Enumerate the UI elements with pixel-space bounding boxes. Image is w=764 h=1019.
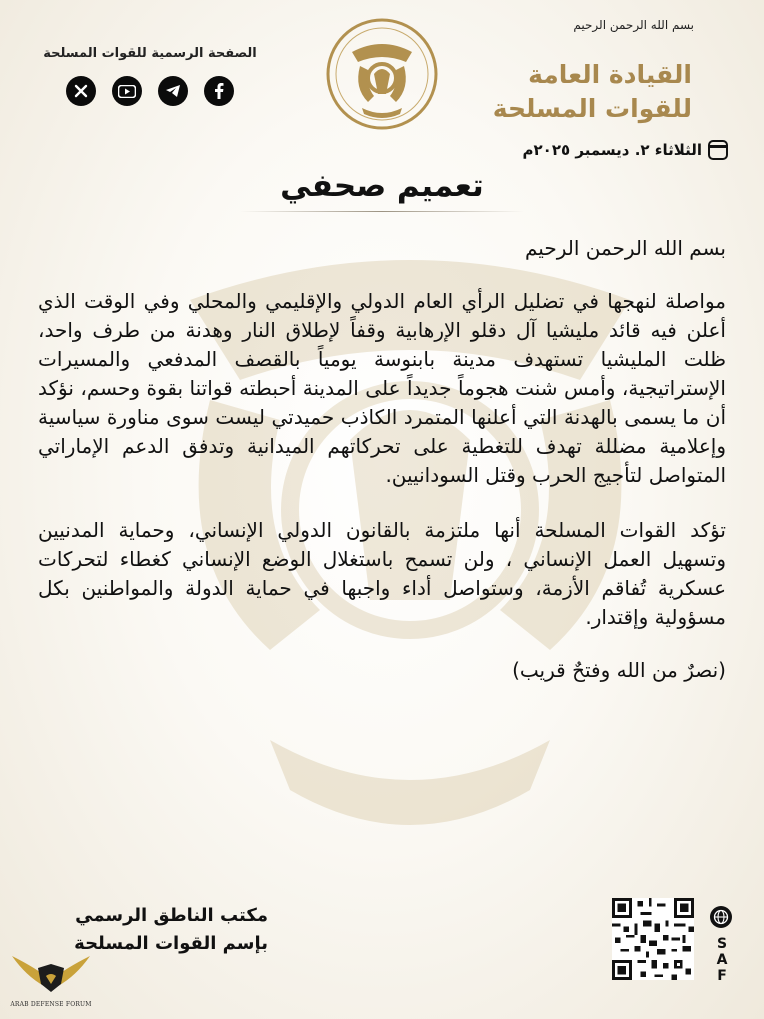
saf-letter-s: S [716,936,728,952]
document-title: تعميم صحفي [280,168,484,204]
calendar-icon [708,140,728,160]
armed-forces-emblem [324,16,440,132]
arab-defense-forum-logo [6,946,96,1010]
globe-icon[interactable] [710,906,732,928]
body-paragraph-2: تؤكد القوات المسلحة أنها ملتزمة بالقانون الدولي الإنساني، وحماية المدنيين وتسهيل العمل الإنساني ، ولن تسمح باستغلال الوضع الإنساني كغطاء لتحركات عسكرية تُفاقم الأزمة، وستواصل أداء واجبها في حماية الدولة والمواطنين بكل مسؤولية وإقتدار. [38,518,726,629]
headquarters-title [493,58,692,126]
body-greeting: بسم الله الرحمن الرحيم [524,236,726,260]
qr-code[interactable] [612,898,694,980]
social-links [66,76,234,106]
body-paragraph-1: مواصلة لنهجها في تضليل الرأي العام الدولي والإقليمي والمحلي وفي الوقت الذي أعلن فيه قائد مليشيا آل دقلو الإرهابية وقفاً لإطلاق النار وهدنة من طرف واحد، ظلت المليشيا تستهدف مدينة بابنوسة يومياً بالقصف المدفعي والمسيرات الإستراتيجية، وأمس شنت هجوماً جديداً على المدينة أحبطته قواتنا بقوة وحسم، نؤكد أن ما يسمى بالهدنة التي أعلنها المتمرد الكاذب حميدتي ليست سوى مناورة سياسية وإعلامية مضللة تهدف للتغطية على تحركاتهم الميدانية وتدفق الدعم الإماراتي المتواصل لتأجيج الحرب وقتل السودانيين. [38,289,726,487]
youtube-icon[interactable] [112,76,142,106]
x-icon[interactable] [66,76,96,106]
header-bismillah: بسم الله الرحمن الرحيم [573,18,694,32]
signature-line1: مكتب الناطق الرسمي [75,905,268,926]
body-closing: (نصرٌ من الله وفتحٌ قريب) [512,658,726,682]
saf-label [715,936,729,984]
document-body [38,234,726,685]
forum-emblem-icon [6,946,96,1002]
date-row [523,140,728,160]
hq-title-line1: القيادة العامة [528,60,692,89]
saf-letter-f: F [717,968,727,984]
official-page-label: الصفحة الرسمية للقوات المسلحة [43,46,257,61]
hq-title-line2: للقوات المسلحة [492,94,692,123]
saf-letter-a: A [716,952,728,968]
title-divider [240,211,524,212]
facebook-icon[interactable] [204,76,234,106]
publication-date: الثلاثاء ٢. ديسمبر ٢٠٢٥م [522,141,702,159]
signature-line2: بإسم القوات المسلحة [74,933,268,954]
forum-name: ARAB DEFENSE FORUM [10,1001,92,1008]
telegram-icon[interactable] [158,76,188,106]
